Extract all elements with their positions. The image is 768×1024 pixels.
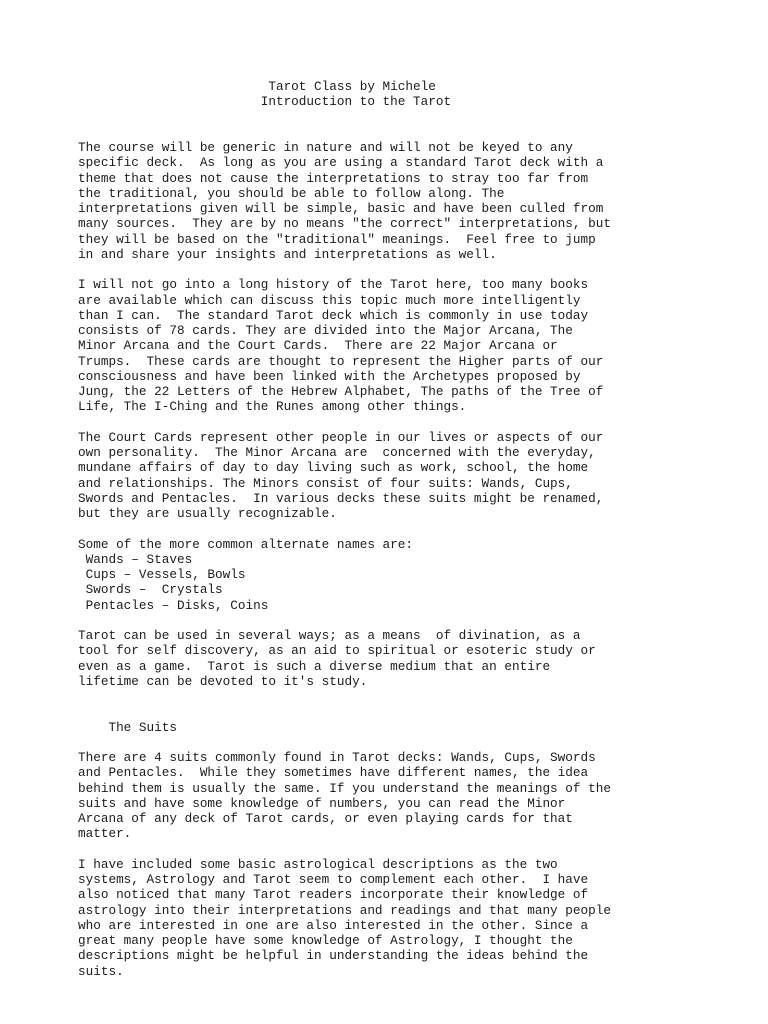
text-line: descriptions might be helpful in understanding the ideas behind the bbox=[78, 948, 589, 964]
text-line: Minor Arcana and the Court Cards. There are 22 Major Arcana or bbox=[78, 338, 558, 354]
text-line: interpretations given will be simple, basic and have been culled from bbox=[78, 201, 604, 216]
text-line: The Suits bbox=[78, 719, 177, 735]
text-line: and Pentacles. While they sometimes have different names, the idea bbox=[78, 765, 589, 781]
text-line: Tarot Class by Michele bbox=[78, 79, 436, 94]
text-line: are available which can discuss this topic much more intelligently bbox=[78, 292, 581, 308]
text-line: in and share your insights and interpretations as well. bbox=[78, 246, 497, 262]
text-line: Introduction to the Tarot bbox=[78, 94, 452, 110]
text-line: Life, The I-Ching and the Runes among other things. bbox=[78, 399, 467, 415]
text-line: even as a game. Tarot is such a diverse medium that an entire bbox=[78, 658, 551, 674]
text-line: behind them is usually the same. If you understand the meanings of the bbox=[78, 780, 611, 796]
text-line: mundane affairs of day to day living such as work, school, the home bbox=[78, 460, 589, 476]
blank-line bbox=[78, 110, 758, 125]
text-line: and relationships. The Minors consist of four suits: Wands, Cups, bbox=[78, 475, 573, 491]
text-line: Jung, the 22 Letters of the Hebrew Alphabet, The paths of the Tree of bbox=[78, 384, 604, 399]
blank-line bbox=[78, 689, 758, 704]
text-line: suits. bbox=[78, 963, 124, 979]
text-line: they will be based on the "traditional" meanings. Feel free to jump bbox=[78, 231, 596, 247]
blank-line bbox=[78, 613, 758, 628]
blank-line bbox=[78, 415, 758, 430]
text-line: matter. bbox=[78, 826, 132, 842]
text-line: own personality. The Minor Arcana are concerned with the everyday, bbox=[78, 445, 596, 460]
text-line: Tarot can be used in several ways; as a means of divination, as a bbox=[78, 628, 581, 643]
text-line: Some of the more common alternate names are: bbox=[78, 536, 414, 552]
text-line: theme that does not cause the interpretations to stray too far from bbox=[78, 170, 589, 186]
text-line: Wands – Staves bbox=[78, 551, 193, 567]
text-line: Trumps. These cards are thought to represent the Higher parts of our bbox=[78, 353, 604, 369]
text-line: I will not go into a long history of the Tarot here, too many books bbox=[78, 277, 589, 293]
text-line: consciousness and have been linked with the Archetypes proposed by bbox=[78, 368, 581, 384]
text-line: great many people have some knowledge of Astrology, I thought the bbox=[78, 933, 573, 948]
text-line: Swords – Crystals bbox=[78, 582, 223, 598]
text-line: than I can. The standard Tarot deck which is commonly in use today bbox=[78, 307, 589, 323]
blank-line bbox=[78, 842, 758, 857]
text-line: lifetime can be devoted to it's study. bbox=[78, 673, 368, 689]
text-line: Swords and Pentacles. In various decks these suits might be renamed, bbox=[78, 490, 604, 506]
text-line: consists of 78 cards. They are divided into the Major Arcana, The bbox=[78, 323, 573, 338]
document-text bbox=[78, 79, 758, 979]
blank-line bbox=[78, 125, 758, 140]
text-line: systems, Astrology and Tarot seem to complement each other. I have bbox=[78, 872, 589, 887]
blank-line bbox=[78, 262, 758, 277]
text-line: but they are usually recognizable. bbox=[78, 506, 337, 521]
text-line: many sources. They are by no means "the correct" interpretations, but bbox=[78, 216, 611, 232]
blank-line bbox=[78, 521, 758, 536]
text-line: There are 4 suits commonly found in Tarot decks: Wands, Cups, Swords bbox=[78, 750, 596, 765]
text-line: also noticed that many Tarot readers incorporate their knowledge of bbox=[78, 887, 589, 903]
text-line: tool for self discovery, as an aid to spiritual or esoteric study or bbox=[78, 643, 596, 659]
blank-line bbox=[78, 704, 758, 719]
text-line: I have included some basic astrological descriptions as the two bbox=[78, 856, 558, 872]
blank-line bbox=[78, 735, 758, 750]
text-line: Arcana of any deck of Tarot cards, or even playing cards for that bbox=[78, 811, 573, 826]
text-line: Cups – Vessels, Bowls bbox=[78, 567, 246, 582]
text-line: astrology into their interpretations and readings and that many people bbox=[78, 902, 611, 918]
text-line: Pentacles – Disks, Coins bbox=[78, 597, 269, 613]
text-line: The course will be generic in nature and will not be keyed to any bbox=[78, 140, 573, 155]
text-line: suits and have some knowledge of numbers, you can read the Minor bbox=[78, 795, 566, 811]
text-line: The Court Cards represent other people in our lives or aspects of our bbox=[78, 429, 604, 445]
text-line: who are interested in one are also interested in the other. Since a bbox=[78, 917, 589, 933]
text-line: specific deck. As long as you are using a standard Tarot deck with a bbox=[78, 155, 604, 171]
text-line: the traditional, you should be able to follow along. The bbox=[78, 185, 505, 201]
